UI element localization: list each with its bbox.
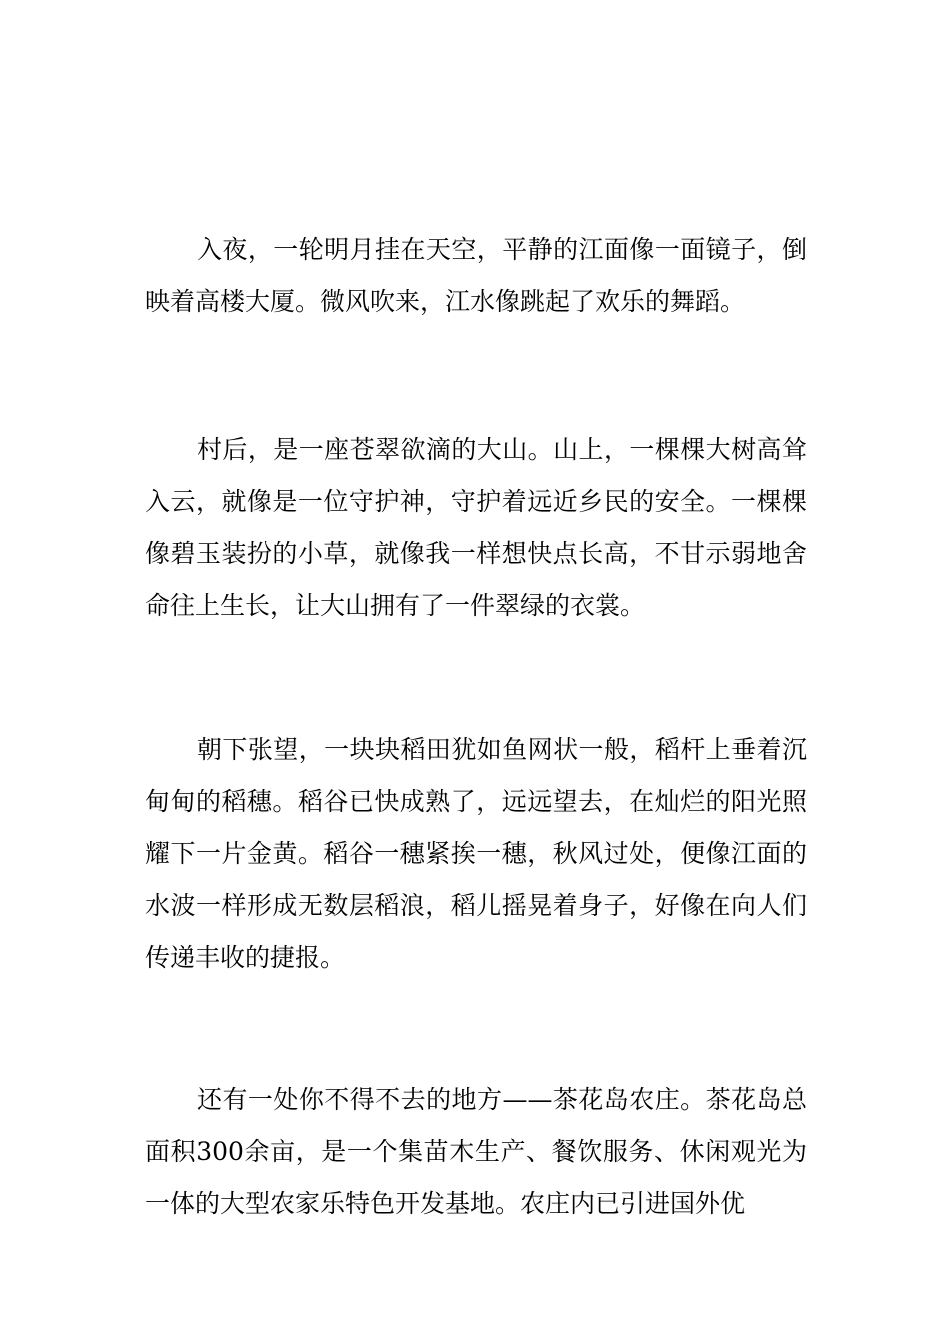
paragraph-night-river: 入夜，一轮明月挂在天空，平静的江面像一面镜子，倒映着高楼大厦。微风吹来，江水像跳起了欢乐的舞蹈。 bbox=[145, 235, 807, 316]
paragraph-mountain: 村后，是一座苍翠欲滴的大山。山上，一棵棵大树高耸入云，就像是一位守护神，守护着远近乡民的安全。一棵棵像碧玉装扮的小草，就像我一样想快点长高，不甘示弱地舍命往上生长，让大山拥有了一件翠绿的衣裳。 bbox=[145, 435, 807, 620]
paragraph-camellia-island: 还有一处你不得不去的地方——茶花岛农庄。茶花岛总面积300余亩，是一个集苗木生产、餐饮服务、休闲观光为一体的大型农家乐特色开发基地。农庄内已引进国外优 bbox=[145, 1085, 807, 1218]
paragraph-rice-fields: 朝下张望，一块块稻田犹如鱼网状一般，稻杆上垂着沉甸甸的稻穗。稻谷已快成熟了，远远望去，在灿烂的阳光照耀下一片金黄。稻谷一穗紧挨一穗，秋风过处，便像江面的水波一样形成无数层稻浪，稻儿摇晃着身子，好像在向人们传递丰收的捷报。 bbox=[145, 735, 807, 972]
